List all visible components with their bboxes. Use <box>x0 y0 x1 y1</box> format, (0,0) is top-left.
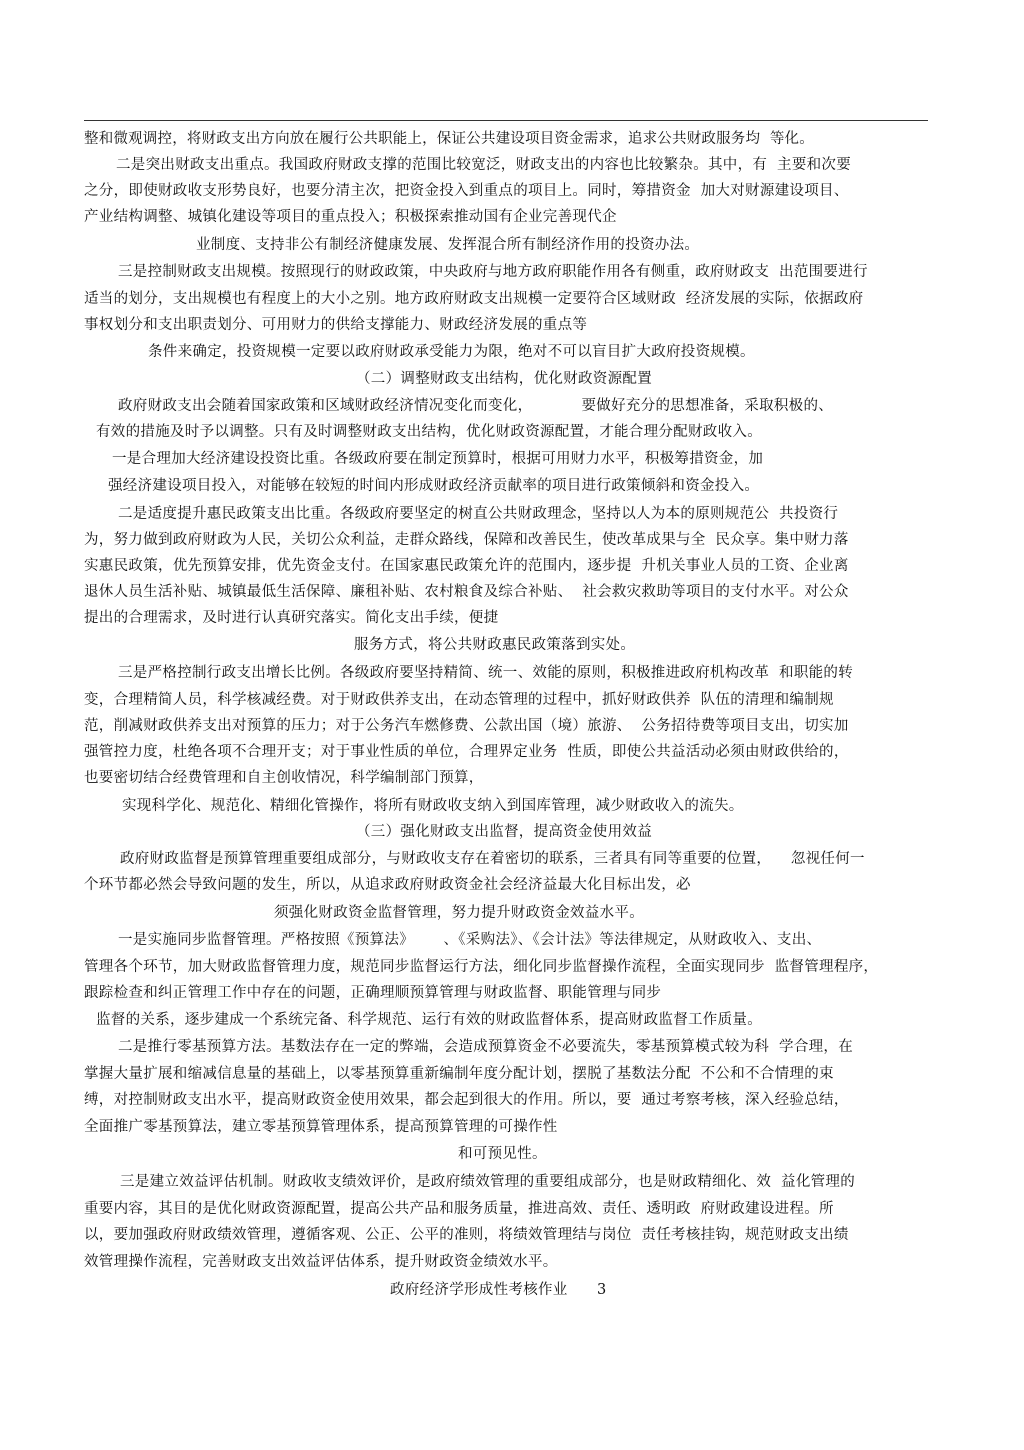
paragraph-line: 个环节都必然会导致问题的发生，所以，从追求政府财政资金社会经济益最大化目标出发，必 <box>84 877 691 893</box>
paragraph-line: 政府财政支出会随着国家政策和区域财政经济情况变化而变化， 要做好充分的思想准备，采取积极的、 <box>118 398 834 414</box>
paragraph-line: 二是突出财政支出重点。我国政府财政支撑的范围比较宽泛，财政支出的内容也比较繁杂。其中，有 主要和次要 <box>116 157 852 173</box>
paragraph-line: 一是合理加大经济建设投资比重。各级政府要在制定预算时，根据可用财力水平，积极筹措资金，加 <box>112 451 764 467</box>
paragraph-line: 事权划分和支出职责划分、可用财力的供给支撑能力、财政经济发展的重点等 <box>84 317 588 333</box>
paragraph-line: 适当的划分，支出规模也有程度上的大小之别。地方政府财政支出规模一定要符合区域财政 经济发展的实际，依据政府 <box>84 291 864 307</box>
paragraph-line: 条件来确定，投资规模一定要以政府财政承受能力为限，绝对不可以盲目扩大政府投资规模。 <box>148 344 755 360</box>
paragraph-line: 之分，即使财政收支形势良好，也要分清主次，把资金投入到重点的项目上。同时，筹措资金 加大对财源建设项目、 <box>84 183 849 199</box>
paragraph-line: 以，要加强政府财政绩效管理，遵循客观、公正、公平的准则，将绩效管理结与岗位 责任考核挂钩，规范财政支出绩 <box>84 1227 849 1243</box>
paragraph-line: 三是控制财政支出规模。按照现行的财政政策，中央政府与地方政府职能作用各有侧重，政府财政支 出范围要进行 <box>118 264 868 280</box>
paragraph-line: 退休人员生活补贴、城镇最低生活保障、廉租补贴、农村粮食及综合补贴、 社会救灾救助等项目的支付水平。对公众 <box>84 584 849 600</box>
paragraph-line: 和可预见性。 <box>458 1146 547 1162</box>
paragraph-line: 政府财政监督是预算管理重要组成部分，与财政收支存在着密切的联系，三者具有同等重要的位置， 忽视任何一 <box>120 851 865 867</box>
paragraph-line: 掌握大量扩展和缩减信息量的基础上，以零基预算重新编制年度分配计划，摆脱了基数法分配 不公和不合情理的束 <box>84 1066 834 1082</box>
paragraph-line: 有效的措施及时予以调整。只有及时调整财政支出结构，优化财政资源配置，才能合理分配财政收入。 <box>96 424 762 440</box>
paragraph-line: 实惠民政策，优先预算安排，优先资金支付。在国家惠民政策允许的范围内，逐步提 升机关事业人员的工资、企业离 <box>84 558 849 574</box>
header-rule <box>84 120 928 121</box>
paragraph-line: 提出的合理需求，及时进行认真研究落实。简化支出手续，便捷 <box>84 610 499 626</box>
paragraph-line: 重要内容，其目的是优化财政资源配置，提高公共产品和服务质量，推进高效、责任、透明政 府财政建设进程。所 <box>84 1201 834 1217</box>
paragraph-line: 也要密切结合经费管理和自主创收情况，科学编制部门预算， <box>84 770 484 786</box>
paragraph-line: 产业结构调整、城镇化建设等项目的重点投入；积极探索推动国有企业完善现代企 <box>84 209 617 225</box>
paragraph-line: 三是严格控制行政支出增长比例。各级政府要坚持精简、统一、效能的原则，积极推进政府机构改革 和职能的转 <box>118 665 854 681</box>
paragraph-line: 监督的关系，逐步建成一个系统完备、科学规范、运行有效的财政监督体系，提高财政监督工作质量。 <box>96 1012 762 1028</box>
section-heading: （二）调整财政支出结构，优化财政资源配置 <box>356 371 652 387</box>
paragraph-line: 整和微观调控，将财政支出方向放在履行公共职能上，保证公共建设项目资金需求，追求公共财政服务均 等化。 <box>84 131 814 147</box>
paragraph-line: 二是推行零基预算方法。基数法存在一定的弊端，会造成预算资金不必要流失，零基预算模式较为科 学合理，在 <box>118 1039 854 1055</box>
section-heading: （三）强化财政支出监督，提高资金使用效益 <box>356 824 652 840</box>
paragraph-line: 须强化财政资金监督管理，努力提升财政资金效益水平。 <box>274 905 644 921</box>
paragraph-line: 强管控力度，杜绝各项不合理开支；对于事业性质的单位，合理界定业务 性质，即使公共益活动必须由财政供给的， <box>84 744 849 760</box>
paragraph-line: 三是建立效益评估机制。财政收支绩效评价，是政府绩效管理的重要组成部分，也是财政精细化、效 益化管理的 <box>120 1174 856 1190</box>
paragraph-line: 效管理操作流程，完善财政支出效益评估体系，提升财政资金绩效水平。 <box>84 1254 558 1270</box>
paragraph-line: 范，削减财政供养支出对预算的压力；对于公务汽车燃修费、公款出国（境）旅游、 公务招待费等项目支出，切实加 <box>84 718 849 734</box>
paragraph-line: 一是实施同步监督管理。严格按照《预算法》 、《采购法》、《会计法》等法律规定，从财政收入、支出、 <box>118 932 822 948</box>
paragraph-line: 跟踪检查和纠正管理工作中存在的问题，正确理顺预算管理与财政监督、职能管理与同步 <box>84 985 662 1001</box>
paragraph-line: 全面推广零基预算法，建立零基预算管理体系，提高预算管理的可操作性 <box>84 1119 558 1135</box>
paragraph-line: 服务方式，将公共财政惠民政策落到实处。 <box>354 637 636 653</box>
page-footer: 政府经济学形成性考核作业 3 <box>390 1282 607 1298</box>
paragraph-line: 强经济建设项目投入，对能够在较短的时间内形成财政经济贡献率的项目进行政策倾斜和资金投入。 <box>108 478 760 494</box>
paragraph-line: 实现科学化、规范化、精细化管操作，将所有财政收支纳入到国库管理，减少财政收入的流失。 <box>122 798 744 814</box>
paragraph-line: 二是适度提升惠民政策支出比重。各级政府要坚定的树直公共财政理念，坚持以人为本的原则规范公 共投资行 <box>118 506 839 522</box>
paragraph-line: 缚，对控制财政支出水平，提高财政资金使用效果，都会起到很大的作用。所以，要 通过考察考核，深入经验总结， <box>84 1092 849 1108</box>
paragraph-line: 为，努力做到政府财政为人民，关切公众利益，走群众路线，保障和改善民生，使改革成果与全 民众享。集中财力落 <box>84 532 849 548</box>
paragraph-line: 变，合理精简人员，科学核减经费。对于财政供养支出，在动态管理的过程中，抓好财政供养 队伍的清理和编制规 <box>84 692 834 708</box>
paragraph-line: 业制度、支持非公有制经济健康发展、发挥混合所有制经济作用的投资办法。 <box>196 237 700 253</box>
paragraph-line: 管理各个环节，加大财政监督管理力度，规范同步监督运行方法，细化同步监督操作流程，全面实现同步 监督管理程序， <box>84 959 879 975</box>
